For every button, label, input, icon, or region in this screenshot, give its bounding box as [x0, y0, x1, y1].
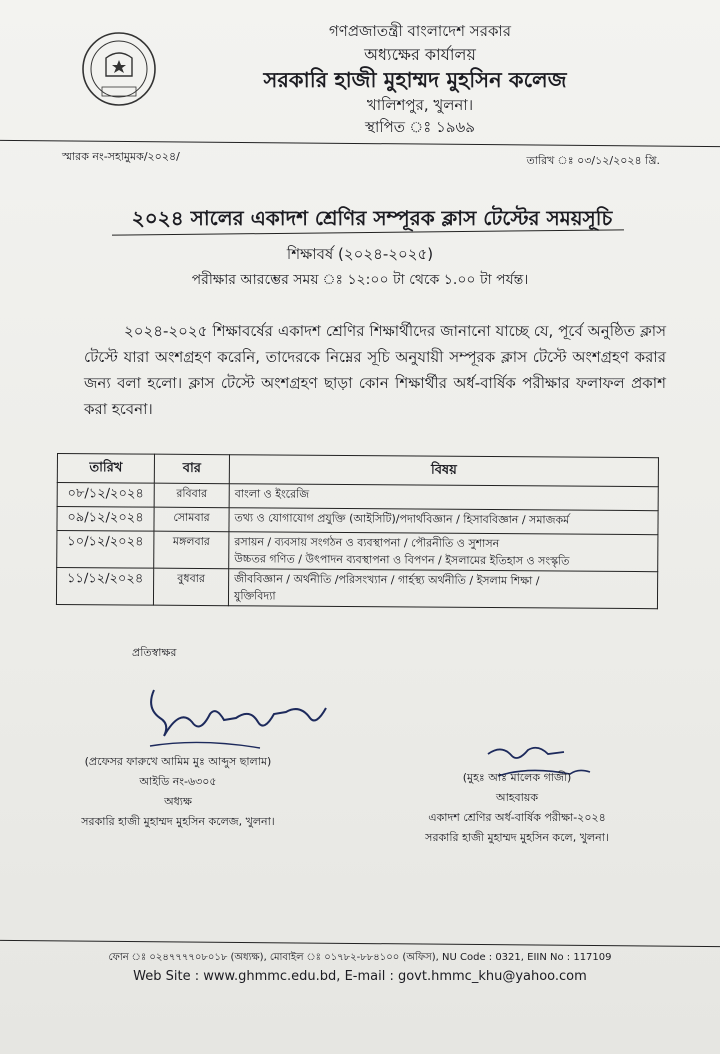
academic-session: শিক্ষাবর্ষ (২০২৪-২০২৫) — [286, 245, 434, 263]
row-day: বুধবার — [153, 568, 228, 606]
college-location: খালিশপুর, খুলনা। — [366, 96, 474, 114]
row-subjects: বাংলা ও ইংরেজি — [229, 484, 658, 511]
table-header-row — [57, 454, 658, 487]
countersign-label: প্রতিস্বাক্ষর — [132, 646, 177, 659]
memo-date: তারিখ ঃ ০৩/১২/২০২৪ খ্রি. — [526, 154, 660, 167]
row-subjects: জীববিজ্ঞান / অর্থনীতি /পরিসংখ্যান / গার্হস্থ্য অর্থনীতি / ইসলাম শিক্ষা / যুক্তিবিদ্যা — [228, 569, 657, 609]
footer-divider — [0, 940, 720, 947]
row-date: ১১/১২/২০২৪ — [56, 568, 153, 606]
principal-id: আইডি নং-৬৩০৫ — [139, 775, 217, 788]
notice-body: ২০২৪-২০২৫ শিক্ষাবর্ষের একাদশ শ্রেণির শিক্ষার্থীদের জানানো যাচ্ছে যে, পূর্বে অনুষ্ঠিত ক্লাস টেস্টে যারা অংশগ্রহণ করেনি, তাদেরকে নিম্নের সূচি অনুযায়ী সম্পূরক ক্লাস টেস্টে অংশগ্রহণ করার জন্য বলা হলো। ক্লাস টেস্টে অংশগ্রহণ ছাড়া কোন শিক্ষার্থীর অর্ধ-বার্ষিক পরীক্ষার ফলাফল প্রকাশ করা হবেনা। — [84, 322, 666, 418]
row-day: মঙ্গলবার — [154, 531, 229, 569]
header-subject: বিষয় — [229, 455, 658, 487]
convener-title: আহবায়ক — [495, 791, 539, 804]
table-row — [57, 531, 658, 572]
table-row — [56, 568, 657, 609]
row-date: ০৮/১২/২০২৪ — [57, 483, 154, 508]
principal-title: অধ্যক্ষ — [164, 795, 192, 808]
principal-org: সরকারি হাজী মুহাম্মদ মুহসিন কলেজ, খুলনা। — [81, 815, 275, 828]
principal-signature — [140, 678, 340, 760]
govt-name: গণপ্রজাতন্ত্রী বাংলাদেশ সরকার — [328, 22, 512, 40]
footer-web: Web Site : www.ghmmc.edu.bd, E-mail : govt.hmmc_khu@yahoo.com — [133, 969, 587, 984]
convener-org: সরকারি হাজী মুহাম্মদ মুহসিন কলে, খুলনা। — [425, 831, 609, 844]
row-subjects: তথ্য ও যোগাযোগ প্রযুক্তি (আইসিটি)/পদার্থবিজ্ঞান / হিসাববিজ্ঞান / সমাজকর্ম — [229, 508, 658, 535]
row-subjects: রসায়ন / ব্যবসায় সংগঠন ও ব্যবস্থাপনা / পৌরনীতি ও সুশাসন উচ্চতর গণিত / উৎপাদন ব্যবস্থাপনা ও বিপণন / ইসলামের ইতিহাস ও সংস্কৃতি — [229, 532, 658, 572]
memo-number: স্মারক নং-সহামুমক/২০২৪/ — [62, 150, 180, 163]
schedule-table — [56, 453, 659, 609]
header-date: তারিখ — [57, 454, 154, 484]
row-day: সোমবার — [154, 507, 229, 532]
row-day: রবিবার — [154, 483, 229, 508]
convener-name: (মুহঃ আঃ মালেক গাজী) — [462, 771, 572, 784]
established-year: স্থাপিত ঃ ১৯৬৯ — [365, 118, 475, 136]
principal-block — [48, 752, 308, 832]
office-name: অধ্যক্ষের কার্যালয় — [364, 45, 476, 64]
row-date: ১০/১২/২০২৪ — [57, 531, 154, 569]
footer-contact: ফোন ঃ ০২৪৭৭৭৭০৮০১৮ (অধ্যক্ষ), মোবাইল ঃ ০১৭৮২-৮৮৪১০০ (অফিস), NU Code : 0321, EIIN No : 117109 — [108, 952, 612, 963]
principal-name: (প্রফেসর ফারুখে আমিম মুঃ আব্দুস ছালাম) — [84, 755, 272, 768]
notice-title: ২০২৪ সালের একাদশ শ্রেণির সম্পূরক ক্লাস টেস্টের সময়সূচি — [131, 206, 613, 230]
convener-committee: একাদশ শ্রেণির অর্ধ-বার্ষিক পরীক্ষা-২০২৪ — [428, 811, 606, 824]
header-day: বার — [154, 454, 229, 484]
row-date: ০৯/১২/২০২৪ — [57, 507, 154, 532]
convener-block — [392, 768, 642, 848]
exam-time: পরীক্ষার আরম্ভের সময় ঃ ১২:০০ টা থেকে ১.০০ টা পর্যন্ত। — [191, 272, 529, 288]
college-name: সরকারি হাজী মুহাম্মদ মুহসিন কলেজ — [263, 68, 567, 92]
